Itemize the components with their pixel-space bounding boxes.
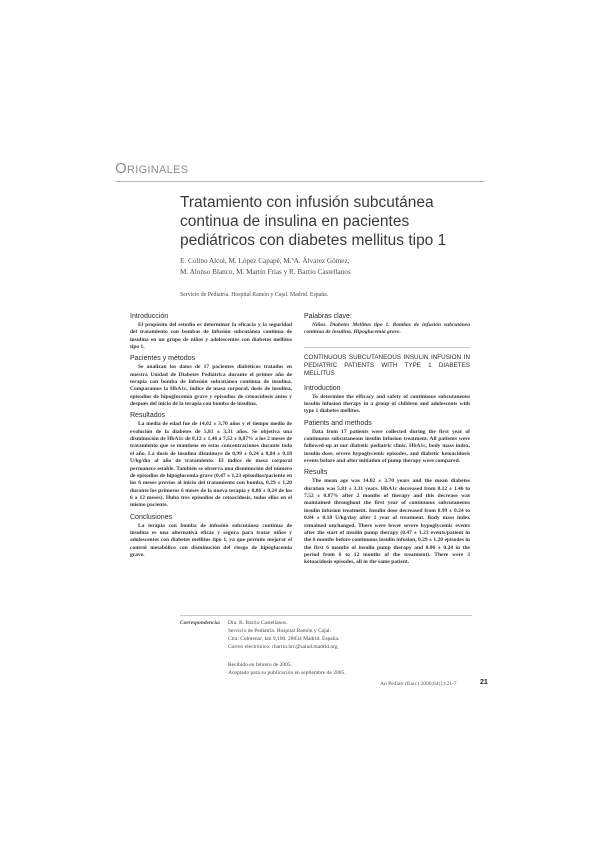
journal-citation: An Pediatr (Barc) 2006;64(1):21-7 bbox=[380, 681, 457, 687]
heading-conclusiones: Conclusiones bbox=[130, 513, 173, 521]
section-divider bbox=[115, 181, 485, 182]
correspondence-label: Correspondencia: bbox=[180, 620, 221, 626]
english-title: CONTINUOUS SUBCUTANEOUS INSULIN INFUSION IN PEDIATRIC PATIENTS WITH TYPE 1 DIABETES MELLITUS bbox=[304, 347, 470, 378]
heading-resultados: Resultados bbox=[130, 412, 166, 420]
heading-pacientes-metodos: Pacientes y métodos bbox=[130, 355, 195, 363]
paragraph-conclusiones: La terapia con bomba de infusión subcutánea continua de insulina es una alternativa eficaz y segura para tratar niños y adolescentes con diabetes mellitus tipo 1, ya que permite mejorar el control metabólico con disminución del riesgo de hipoglucemia grave. bbox=[130, 522, 292, 558]
paragraph-introduccion: El propósito del estudio es determinar la eficacia y la seguridad del tratamiento con bombas de infusión subcutánea continua de insulina en un grupo de niños y adolescentes con diabetes mellitus tipo 1. bbox=[130, 322, 292, 351]
correspondence-line-3: Ctra. Colmenar, km 9,100. 28034 Madrid. España. bbox=[228, 636, 340, 642]
paragraph-resultados: La media de edad fue de 14,02 ± 3,70 años y el tiempo medio de evolución de la diabetes de 5,81 ± 3,31 años. Se objetiva una disminución de HbA1c de 8,12 ± 1,46 a 7,52 ± 0,87% a los 2 meses de tratamiento que se mantiene en estas concentraciones durante todo el año. La dosis de insulina disminuye de 0,99 ± 0,24 a 0,84 ± 0,18 U/kg/día al año de tratamiento. El índice de masa corporal permanece estable. También se observa una disminución del número de episodios de hipoglucemia grave (0,47 ± 1,23 episodios/paciente en los 6 meses previos al inicio del tratamiento con bomba, 0,29 ± 1,20 durante los primeros 6 meses de la nueva terapia y 0,06 ± 0,24 de los 6 a 12 meses). Hubo tres episodios de cetoacidosis, todos ellos en el mismo paciente. bbox=[130, 421, 292, 509]
paragraph-results: The mean age was 14.02 ± 3.70 years and the mean diabetes duration was 5.81 ± 3.31 years. HbA1c decreased from 8.12 ± 1.46 to 7.52 ± 0.87% after 2 months of therapy and this decrease was maintained throughout the first year of continuous subcutaneous insulin infusion treatment. Insulin dose decreased from 0.99 ± 0.24 to 0.84 ± 0.18 U/kg/day after 1 year of treatment. Body mass index remained unchanged. There were fewer severe hypoglycemic events after the start of insulin pump therapy (0.47 ± 1.23 events/patient in the 6 months before continuous insulin infusion, 0.29 ± 1.20 episodes in the first 6 months of insulin pump therapy and 0.06 ± 0.24 in the period from 6 to 12 months of the treatment). There were 3 ketoacidosis episodes, all in the same patient. bbox=[304, 478, 470, 566]
author-list bbox=[180, 256, 480, 277]
section-label: Originales bbox=[115, 160, 189, 177]
spanish-abstract bbox=[130, 312, 292, 561]
heading-introduction: Introduction bbox=[304, 384, 341, 392]
heading-palabras-clave: Palabras clave: bbox=[304, 313, 352, 320]
accepted-date: Aceptado para su publicación en septiembre de 2005. bbox=[228, 670, 346, 676]
correspondence-line-2: Servicio de Pediatría. Hospital Ramón y Cajal. bbox=[228, 628, 331, 634]
heading-patients-methods: Patients and methods bbox=[304, 419, 372, 427]
affiliation: Servicio de Pediatría. Hospital Ramón y Cajal. Madrid. España. bbox=[180, 292, 329, 298]
authors-line-2: M. Alonso Blanco, M. Martín Frías y R. Barrio Castellanos bbox=[180, 267, 351, 276]
heading-introduccion: Introducción bbox=[130, 313, 169, 320]
heading-results: Results bbox=[304, 469, 328, 477]
paragraph-introduction: To determine the efficacy and safety of continuous subcutaneous insulin infusion therapy in a group of children and adolescents with type 1 diabetes mellitus. bbox=[304, 393, 470, 415]
article-title: Tratamiento con infusión subcutánea continua de insulina en pacientes pediátricos con diabetes mellitus tipo 1 bbox=[180, 194, 447, 249]
correspondence-line-1: Correspondencia: Dra. R. Barrio Castellanos. bbox=[180, 620, 288, 626]
received-date: Recibido en febrero de 2005. bbox=[228, 662, 292, 668]
paragraph-pacientes-metodos: Se analizan los datos de 17 pacientes diabéticos tratados en nuestra Unidad de Diabetes Pediátrica durante el primer año de terapia con bomba de infusión subcutánea continua de insulina. Comparamos la HbA1c, índice de masa corporal, dosis de insulina, episodios de hipoglucemia grave y episodios de cetoacidosis antes y después del inicio de la terapia con bomba de insulina. bbox=[130, 364, 292, 408]
correspondence-email: Correo electrónico: rbarrio.hrc@salud.madrid.org bbox=[228, 644, 338, 650]
correspondence-divider bbox=[180, 615, 472, 616]
correspondence-block bbox=[180, 619, 472, 677]
page-number: 21 bbox=[480, 679, 488, 686]
keywords: Niños. Diabetes Mellitus tipo 1. Bombas de infusión subcutánea continua de insulina. Hipoglucemia grave. bbox=[304, 322, 470, 336]
english-abstract bbox=[304, 312, 470, 569]
paragraph-patients-methods: Data from 17 patients were collected during the first year of continuous subcutaneous insulin infusion treatment. All patients were followed-up at our diabetic pediatric clinic. HbA1c, body mass index, insulin dose, severe hypoglycemic episodes, and diabetic ketoacidosis events before and after initiation of pump therapy were compared. bbox=[304, 428, 470, 465]
authors-line-1: E. Colino Alcol, M. López Capapé, M.ªA. Álvarez Gómez, bbox=[180, 257, 350, 265]
